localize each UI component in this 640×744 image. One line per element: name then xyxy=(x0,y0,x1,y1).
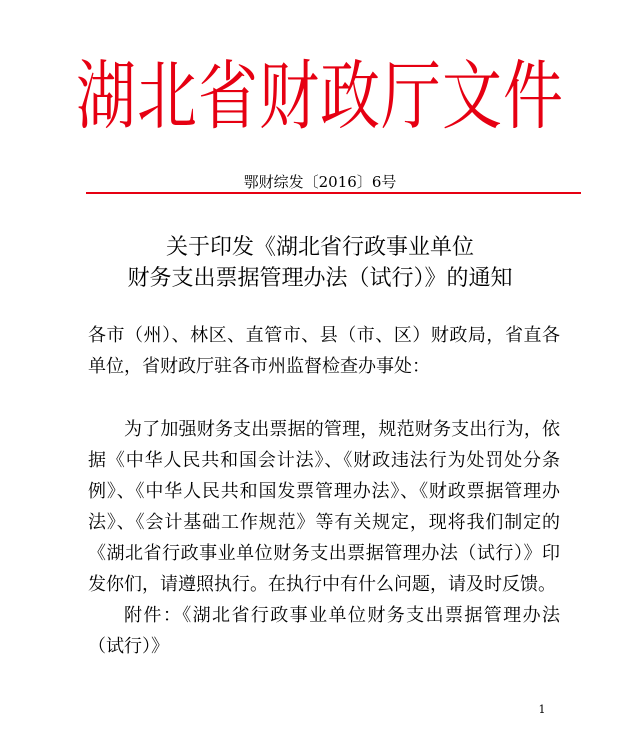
notice-title-line-1: 关于印发《湖北省行政事业单位 xyxy=(165,235,474,260)
document-header-title: 湖北省财政厅文件 xyxy=(76,53,564,141)
attachment-note: 附件：《湖北省行政事业单位财务支出票据管理办法（试行）》 xyxy=(88,605,560,657)
notice-title-line-2: 财务支出票据管理办法（试行）》的通知 xyxy=(127,266,513,291)
red-divider-line xyxy=(86,192,581,194)
addressee-text: 各市（州）、林区、直管市、县（市、区）财政局，省直各单位，省财政厅驻各市州监督检查办事处： xyxy=(88,325,560,377)
main-paragraph: 为了加强财务支出票据的管理，规范财务支出行为，依据《中华人民共和国会计法》、《财政违法行为处罚处分条例》、《中华人民共和国发票管理办法》、《财政票据管理办法》、《会计基础工作规范》等有关规定，现将我们制定的《湖北省行政事业单位财务支出票据管理办法（试行）》印发你们，请遵照执行。在执行中有什么问题，请及时反馈。 xyxy=(88,419,560,595)
document-number: 鄂财综发〔2016〕6号 xyxy=(243,173,397,191)
notice-title xyxy=(0,232,640,294)
page-number: 1 xyxy=(538,703,546,716)
